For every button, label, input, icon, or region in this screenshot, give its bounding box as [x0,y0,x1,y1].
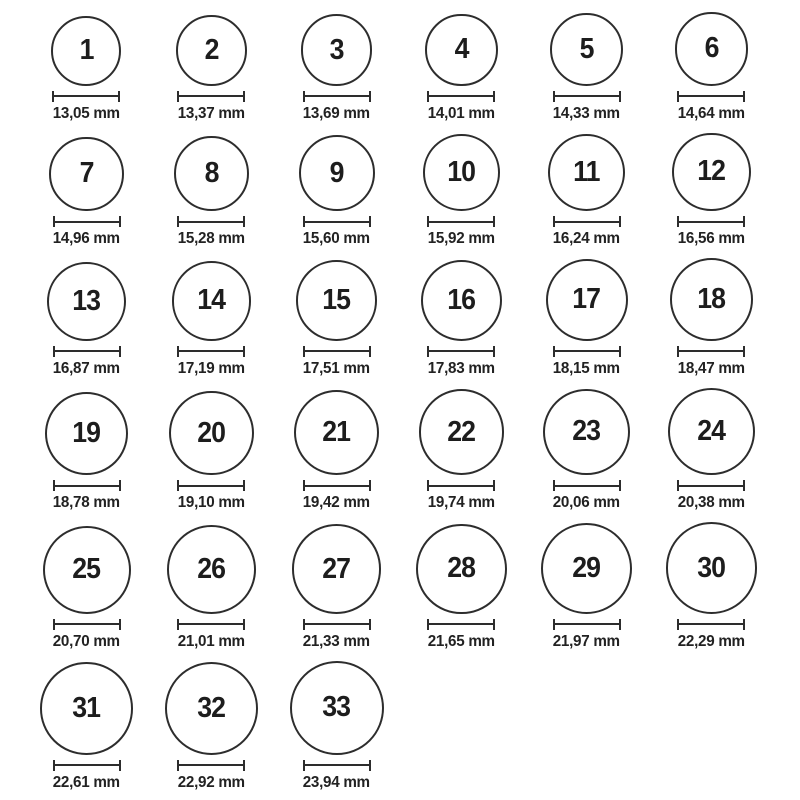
ring-circle [543,389,630,476]
ring-circle [419,389,505,475]
diameter-ruler [303,91,371,102]
diameter-label: 22,61 mm [52,773,121,791]
diameter-ruler [553,619,621,630]
diameter-ruler [303,619,371,630]
ring-circle [670,258,753,341]
diameter-ruler [303,480,371,491]
diameter-ruler-line [679,95,743,97]
diameter-ruler-line [679,485,743,487]
ring-circle [421,260,502,341]
diameter-ruler-line [429,95,493,97]
diameter-ruler [553,91,621,102]
diameter-ruler-line [555,350,619,352]
diameter-label: 20,38 mm [677,494,746,512]
ring-size-cell [290,661,384,792]
diameter-ruler-line [179,350,243,352]
diameter-ruler [177,346,245,357]
ring-size-number: 32 [197,691,226,724]
diameter-ruler-line [305,764,369,766]
diameter-ruler [303,216,371,227]
ring-size-number: 25 [72,553,101,586]
ring-size-cell [675,12,749,123]
ring-size-cell [425,14,497,123]
ring-size-cell [294,390,379,512]
diameter-ruler [677,346,745,357]
diameter-ruler-line [679,623,743,625]
ring-size-number: 20 [197,416,226,449]
diameter-ruler-line [555,221,619,223]
diameter-ruler-line [55,764,119,766]
ring-size-cell [672,133,750,248]
diameter-ruler [677,91,745,102]
ring-size-number: 19 [72,416,101,449]
diameter-ruler [303,760,371,771]
ring-size-cell [49,137,124,249]
diameter-label: 17,83 mm [427,359,496,377]
diameter-ruler [553,346,621,357]
ring-size-cell [51,16,122,123]
ring-circle [47,262,126,341]
ring-size-number: 8 [204,156,219,189]
ring-size-number: 26 [197,553,226,586]
diameter-ruler [553,216,621,227]
diameter-label: 14,33 mm [552,104,621,122]
ring-size-cell [550,13,623,123]
diameter-label: 16,87 mm [52,359,121,377]
ring-size-cell [416,524,506,651]
diameter-label: 21,01 mm [177,632,246,650]
diameter-ruler-line [55,221,119,223]
diameter-ruler [177,480,245,491]
diameter-ruler [53,619,121,630]
ring-circle [167,525,256,614]
ring-size-cell [47,262,126,378]
ring-size-cell [546,259,628,378]
diameter-ruler-line [55,623,119,625]
diameter-label: 19,74 mm [427,494,496,512]
ring-circle [675,12,749,86]
ring-size-number: 23 [572,415,601,448]
ring-circle [176,15,247,86]
ring-circle [423,134,500,211]
diameter-label: 20,06 mm [552,494,621,512]
diameter-label: 13,37 mm [177,104,246,122]
diameter-ruler-line [555,485,619,487]
ring-size-number: 12 [697,155,726,188]
diameter-ruler-line [429,350,493,352]
diameter-ruler-line [179,623,243,625]
ring-size-cell [45,392,129,513]
ring-circle [668,388,755,475]
diameter-ruler-line [305,485,369,487]
ring-size-cell [541,523,632,651]
ring-size-number: 17 [572,283,601,316]
ring-size-number: 6 [704,32,719,65]
ring-size-cell [165,662,258,792]
diameter-ruler [53,760,121,771]
ring-circle [294,390,379,475]
diameter-ruler [52,91,120,102]
ring-size-cell [666,522,758,651]
diameter-label: 22,29 mm [677,632,746,650]
ring-size-number: 16 [447,283,476,316]
ring-circle [45,392,129,476]
ring-circle [546,259,628,341]
diameter-ruler [177,760,245,771]
ring-size-cell [40,662,133,792]
ring-size-number: 21 [322,416,351,449]
diameter-label: 13,69 mm [302,104,371,122]
diameter-label: 15,28 mm [177,230,246,248]
ring-size-number: 24 [697,415,726,448]
diameter-label: 22,92 mm [177,773,246,791]
diameter-ruler [53,346,121,357]
ring-size-cell [301,14,373,123]
ring-circle [174,136,249,211]
diameter-ruler-line [305,221,369,223]
diameter-ruler-line [179,221,243,223]
ring-size-number: 22 [447,415,476,448]
diameter-label: 21,97 mm [552,632,621,650]
diameter-ruler-line [429,623,493,625]
ring-size-number: 14 [197,284,226,317]
ring-circle [548,134,626,212]
diameter-label: 14,64 mm [677,104,746,122]
diameter-label: 16,56 mm [677,230,746,248]
diameter-ruler-line [555,623,619,625]
ring-size-cell [668,388,755,512]
ring-size-number: 15 [322,284,351,317]
ring-circle [672,133,750,211]
diameter-ruler [553,480,621,491]
ring-circle [51,16,121,86]
diameter-ruler [427,480,495,491]
diameter-ruler-line [555,95,619,97]
diameter-label: 19,42 mm [302,494,371,512]
diameter-ruler-line [305,95,369,97]
ring-circle [169,391,253,475]
diameter-ruler [677,619,745,630]
ring-size-cell [43,526,131,651]
ring-size-number: 9 [329,156,344,189]
diameter-ruler-line [305,350,369,352]
ring-size-cell [299,135,375,248]
diameter-ruler [427,619,495,630]
diameter-ruler [427,216,495,227]
ring-size-cell [167,525,256,651]
diameter-ruler-line [179,764,243,766]
diameter-label: 15,92 mm [427,230,496,248]
ring-size-cell [174,136,249,248]
ring-size-number: 2 [204,33,219,66]
diameter-ruler-line [55,485,119,487]
ring-circle [172,261,252,341]
diameter-ruler-line [55,350,119,352]
ring-size-number: 11 [573,155,600,188]
ring-circle [301,14,373,86]
ring-size-number: 33 [322,691,351,724]
diameter-ruler-line [679,350,743,352]
ring-circle [43,526,131,614]
ring-size-number: 5 [579,32,594,65]
diameter-label: 16,24 mm [552,230,621,248]
ring-size-cell [169,391,253,512]
ring-size-cell [423,134,500,248]
ring-size-number: 3 [329,33,344,66]
ring-circle [296,260,377,341]
diameter-label: 21,33 mm [302,632,371,650]
diameter-ruler [677,216,745,227]
diameter-ruler [53,480,121,491]
diameter-ruler [303,346,371,357]
ring-circle [425,14,497,86]
ring-circle [666,522,758,614]
diameter-ruler [53,216,121,227]
ring-size-cell [543,389,630,513]
diameter-ruler-line [429,221,493,223]
diameter-label: 21,65 mm [427,632,496,650]
ring-size-cell [296,260,377,378]
ring-size-number: 28 [447,552,476,585]
ring-circle [290,661,384,755]
ring-size-number: 13 [72,284,101,317]
ring-size-cell [172,261,252,378]
ring-size-number: 4 [454,33,469,66]
diameter-label: 18,78 mm [52,494,121,512]
ring-size-cell [421,260,502,378]
ring-circle [541,523,632,614]
ring-circle [550,13,623,86]
diameter-label: 18,15 mm [552,359,621,377]
ring-size-number: 29 [572,551,601,584]
ring-size-cell [548,134,626,249]
ring-size-number: 10 [447,156,476,189]
ring-size-cell [176,15,247,123]
ring-size-number: 30 [697,551,726,584]
diameter-label: 14,96 mm [52,230,121,248]
ring-size-cell [419,389,505,512]
ring-size-number: 31 [72,692,101,725]
ring-size-number: 27 [322,552,351,585]
ring-size-number: 1 [79,34,94,67]
ring-size-number: 18 [697,282,726,315]
diameter-label: 18,47 mm [677,359,746,377]
diameter-label: 23,94 mm [302,773,371,791]
diameter-ruler-line [179,95,243,97]
ring-circle [49,137,124,212]
ring-circle [165,662,258,755]
diameter-ruler [427,91,495,102]
diameter-ruler [677,480,745,491]
diameter-ruler [177,91,245,102]
diameter-ruler [427,346,495,357]
ring-circle [416,524,506,614]
diameter-label: 19,10 mm [177,494,246,512]
ring-size-number: 7 [79,157,94,190]
ring-circle [40,662,133,755]
diameter-label: 14,01 mm [427,104,496,122]
diameter-ruler [177,619,245,630]
diameter-ruler-line [54,95,118,97]
diameter-ruler-line [429,485,493,487]
diameter-label: 17,19 mm [177,359,246,377]
diameter-ruler-line [679,221,743,223]
diameter-label: 17,51 mm [302,359,371,377]
diameter-ruler-line [305,623,369,625]
ring-circle [292,524,382,614]
diameter-ruler-line [179,485,243,487]
diameter-label: 13,05 mm [52,104,121,122]
ring-size-cell [670,258,753,378]
diameter-label: 20,70 mm [52,632,121,650]
diameter-ruler [177,216,245,227]
diameter-label: 15,60 mm [302,230,371,248]
ring-size-cell [292,524,382,651]
ring-circle [299,135,375,211]
